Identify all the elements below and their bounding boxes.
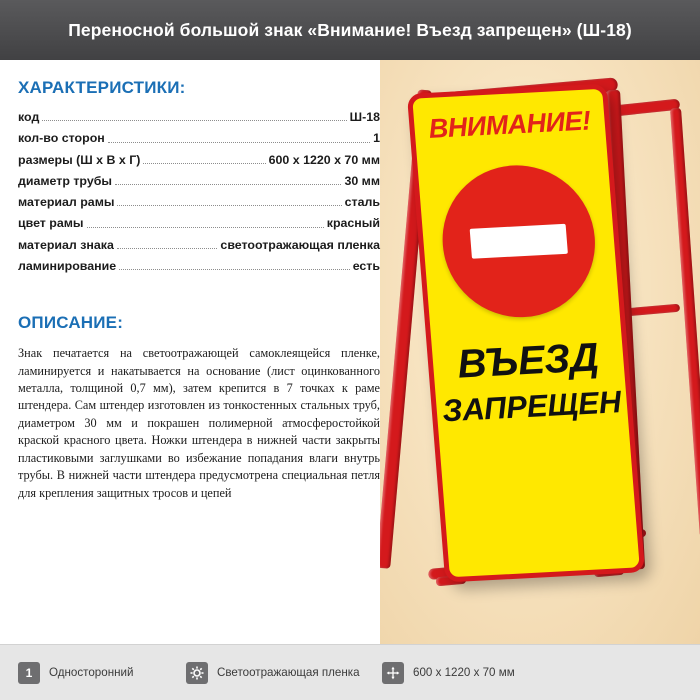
spec-row	[18, 216, 380, 230]
leader-dots	[115, 184, 341, 185]
spec-value: красный	[326, 216, 380, 231]
description-title: ОПИСАНИЕ:	[18, 313, 124, 333]
leader-dots	[117, 205, 341, 206]
leader-dots	[119, 269, 350, 270]
sign-attention-text: ВНИМАНИЕ!	[427, 105, 592, 144]
leader-dots	[42, 120, 346, 121]
spec-value: 600 x 1220 x 70 мм	[268, 152, 380, 167]
sign-main-text-line2: ЗАПРЕЩЕН	[441, 384, 623, 429]
spec-row	[18, 238, 380, 252]
spec-label: кол-во сторон	[18, 131, 105, 146]
footer-item-sides	[18, 645, 186, 700]
spec-row	[18, 110, 380, 124]
specs-title: ХАРАКТЕРИСТИКИ:	[18, 78, 186, 97]
page-footer	[0, 644, 700, 700]
description-block	[18, 313, 380, 502]
no-entry-bar	[470, 224, 568, 259]
spec-label: материал рамы	[18, 195, 115, 210]
spec-row	[18, 131, 380, 145]
spec-value: 1	[373, 131, 380, 146]
number-one-icon: 1	[18, 662, 40, 684]
sign-main-text-line1: ВЪЕЗД	[455, 335, 601, 387]
sign-board	[407, 84, 645, 583]
specs-list	[18, 110, 380, 273]
footer-item-material	[186, 645, 382, 700]
frame-rear-right-leg	[670, 108, 700, 538]
spec-label: цвет рамы	[18, 216, 84, 231]
spec-label: материал знака	[18, 237, 114, 252]
spec-value: 30 мм	[344, 173, 380, 188]
page-header	[0, 0, 700, 60]
spec-label: код	[18, 110, 40, 124]
leader-dots	[87, 227, 324, 228]
footer-label-material: Светоотражающая пленка	[217, 666, 360, 679]
leader-dots	[108, 142, 370, 143]
footer-label-sides: Односторонний	[49, 666, 134, 679]
spec-label: ламинирование	[18, 258, 117, 273]
spec-value: сталь	[344, 195, 380, 210]
description-text: Знак печатается на светоотражающей самоклеящейся пленке, ламинируется и накатывается на основание (лист оцинкованного металла, толщиной 0,7 мм), затем крепится в 7 точках к раме штендера. Сам штендер изготовлен из тонкостенных стальных труб, диаметром 30 мм и покрашен полимерной атмосферостойкой краской красного цвета. Ножки штендера в нижней части закрыты пластиковыми заглушками во избежание попадания влаги внутрь трубы. В нижней части штендера предусмотрена специальная петля для крепления защитных тросов и цепей	[18, 346, 380, 500]
spec-value: светоотражающая пленка	[220, 237, 380, 252]
gear-icon	[186, 662, 208, 684]
product-photo	[380, 60, 700, 645]
page-title: Переносной большой знак «Внимание! Въезд запрещен» (Ш-18)	[68, 19, 632, 40]
leader-dots	[143, 163, 265, 164]
product-details	[18, 78, 380, 502]
spec-label: размеры (Ш х В х Г)	[18, 152, 141, 167]
dimensions-arrows-icon	[382, 662, 404, 684]
spec-row	[18, 259, 380, 273]
footer-label-dimensions: 600 x 1220 x 70 мм	[413, 666, 515, 679]
spec-label: диаметр трубы	[18, 173, 112, 188]
spec-value: есть	[352, 258, 380, 273]
leader-dots	[117, 248, 218, 249]
spec-row	[18, 174, 380, 188]
spec-row	[18, 153, 380, 167]
spec-value: Ш-18	[349, 110, 380, 124]
spec-row	[18, 195, 380, 209]
footer-item-dimensions	[382, 645, 515, 700]
